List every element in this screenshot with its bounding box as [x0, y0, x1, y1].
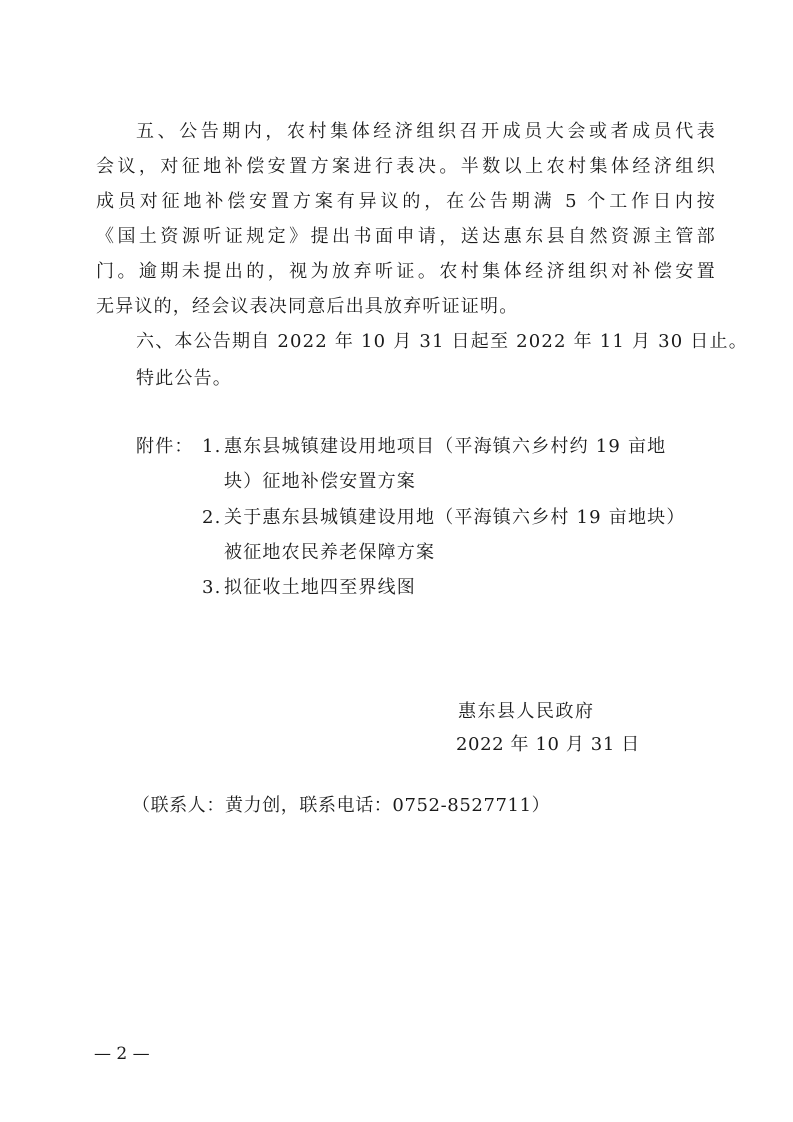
- paragraph-6: 六、本公告期自 2022 年 10 月 31 日起至 2022 年 11 月 30 日止。: [136, 331, 748, 352]
- paragraph-5-line-6: 无异议的，经会议表决同意后出具放弃听证证明。: [96, 296, 519, 317]
- page-number: — 2 —: [94, 1044, 150, 1064]
- attachments-label: 附件：: [136, 436, 194, 457]
- signature-date: 2022 年 10 月 31 日: [456, 734, 640, 755]
- signature-organization: 惠东县人民政府: [458, 701, 595, 722]
- contact-info: （联系人：黄力创，联系电话：0752-8527711）: [132, 795, 551, 816]
- paragraph-5-line-3: 成员对征地补偿安置方案有异议的，在公告期满 5 个工作日内按: [96, 191, 716, 212]
- closing-text: 特此公告。: [136, 368, 232, 389]
- attachment-1-number: 1.: [202, 436, 222, 457]
- attachment-1-line-1: 惠东县城镇建设用地项目（平海镇六乡村约 19 亩地: [224, 436, 667, 457]
- attachment-2-line-1: 关于惠东县城镇建设用地（平海镇六乡村 19 亩地块）: [224, 507, 686, 528]
- paragraph-5-line-4: 《国土资源听证规定》提出书面申请，送达惠东县自然资源主管部: [96, 226, 716, 247]
- attachment-3-line-1: 拟征收土地四至界线图: [224, 577, 416, 598]
- paragraph-5-line-1: 五、公告期内，农村集体经济组织召开成员大会或者成员代表: [136, 121, 716, 142]
- attachment-2-line-2: 被征地农民养老保障方案: [224, 542, 436, 563]
- attachment-2-number: 2.: [202, 507, 222, 528]
- attachment-1-line-2: 块）征地补偿安置方案: [224, 471, 416, 492]
- paragraph-5-line-2: 会议，对征地补偿安置方案进行表决。半数以上农村集体经济组织: [96, 156, 716, 177]
- paragraph-5-line-5: 门。逾期未提出的，视为放弃听证。农村集体经济组织对补偿安置: [96, 261, 716, 282]
- attachment-3-number: 3.: [202, 577, 222, 598]
